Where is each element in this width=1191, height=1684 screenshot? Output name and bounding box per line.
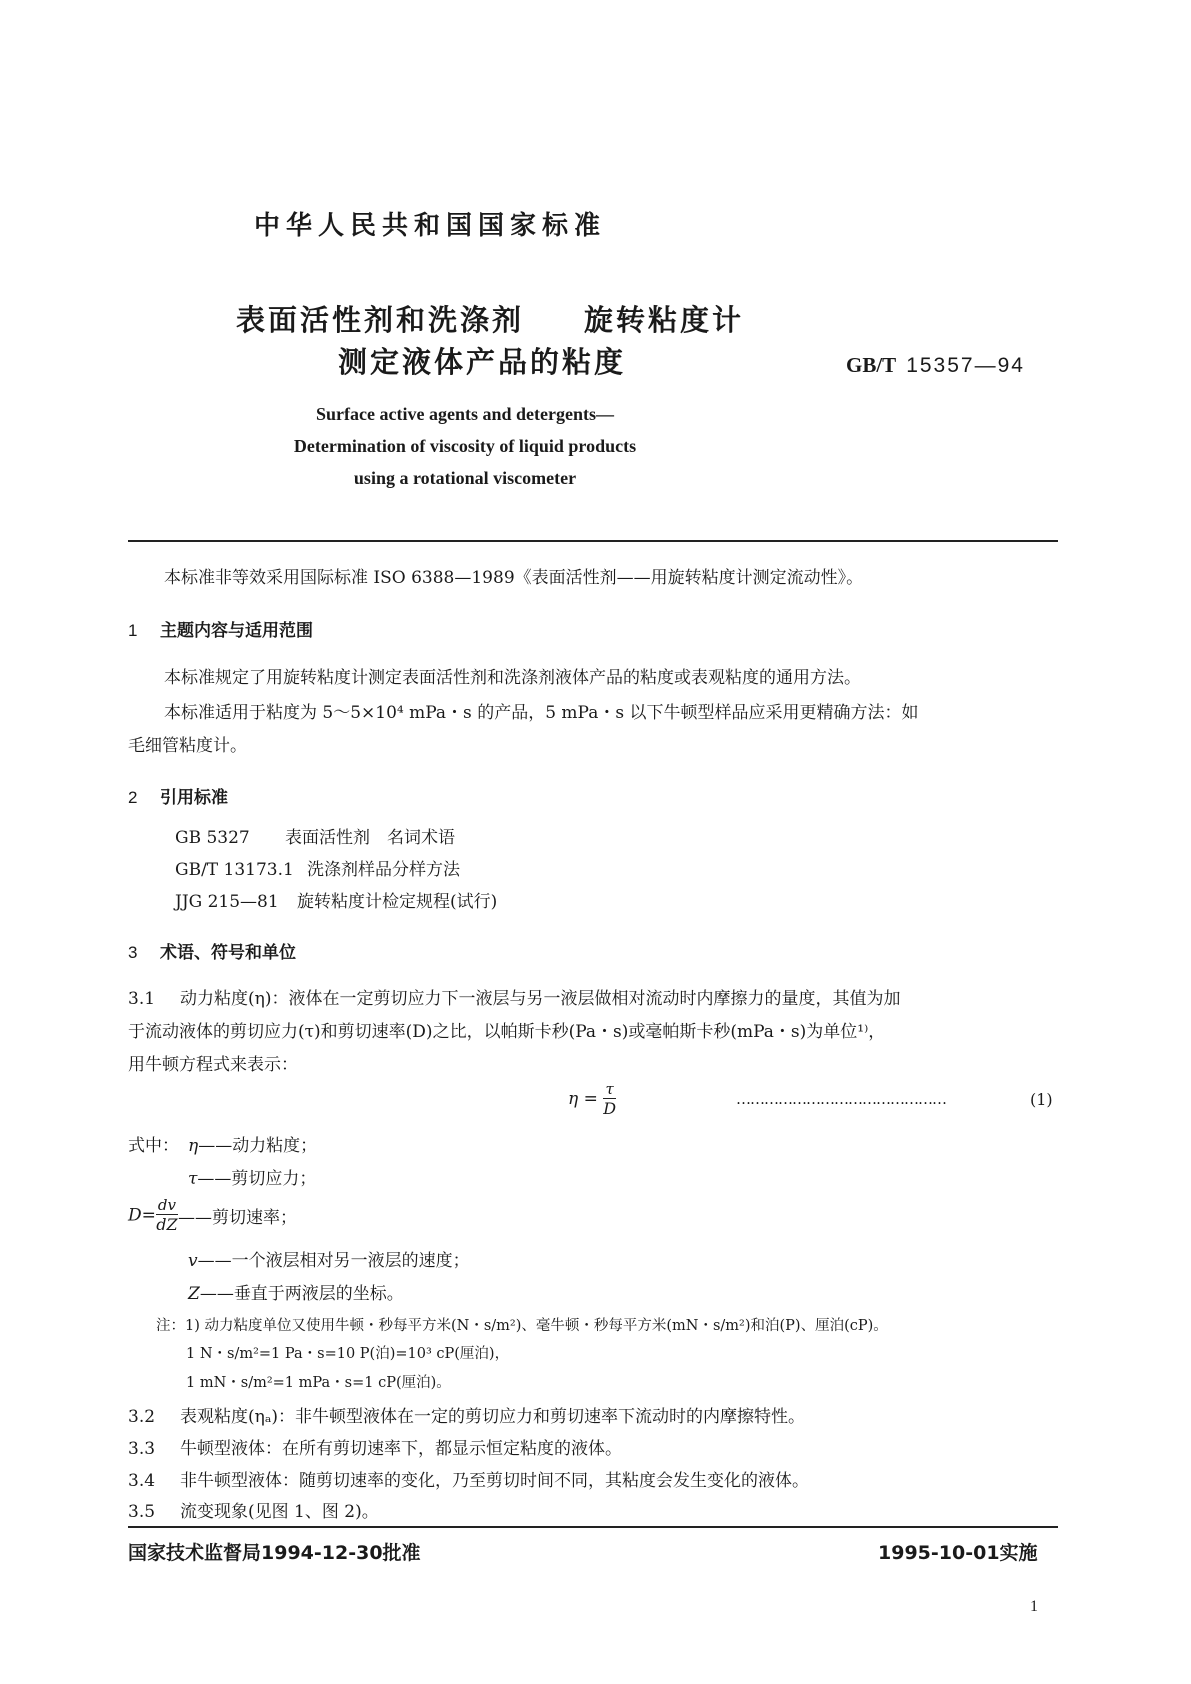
- where-desc: ——动力粘度；: [198, 1136, 318, 1156]
- formula-lhs: η =: [568, 1089, 598, 1109]
- list-item: [128, 1497, 379, 1522]
- header-divider: [128, 540, 1058, 542]
- ref-row: [175, 826, 455, 850]
- item-3-1-line2: 于流动液体的剪切应力(τ)和剪切速率(D)之比，以帕斯卡秒(Pa・s)或毫帕斯卡秒(mPa・s)为单位¹⁾，: [128, 1022, 886, 1042]
- where-item: [188, 1164, 316, 1189]
- ref-code: GB 5327: [175, 828, 250, 848]
- implementation-date: 1995-10-01实施: [878, 1542, 1038, 1564]
- where-denominator: dZ: [156, 1215, 178, 1234]
- note-line2: 1 N・s/m²=1 Pa・s=10 P(泊)=10³ cP(厘泊)，: [186, 1346, 510, 1362]
- where-item: [188, 1246, 470, 1271]
- ref-code: GB/T 13173.1: [175, 860, 294, 880]
- item-text: 表观粘度(ηₐ)：非牛顿型液体在一定的剪切应力和剪切速率下流动时的内摩擦特性。: [180, 1407, 806, 1427]
- standard-prefix: GB/T: [846, 353, 897, 377]
- where-desc: ——垂直于两液层的坐标。: [199, 1284, 404, 1304]
- where-item: [128, 1196, 297, 1235]
- formula-dots: ………………………………………: [736, 1090, 946, 1108]
- section-1-number: 1: [128, 621, 138, 640]
- where-item: [188, 1279, 404, 1304]
- section-1-title: 主题内容与适用范围: [160, 621, 313, 641]
- item-text: 非牛顿型液体：随剪切速率的变化，乃至剪切时间不同，其粘度会发生变化的液体。: [180, 1471, 809, 1491]
- section-2-title: 引用标准: [160, 788, 228, 808]
- section-3-heading: [128, 938, 296, 963]
- title-cn-line1a: 表面活性剂和洗涤剂: [236, 303, 525, 337]
- where-symbol: η: [188, 1136, 199, 1156]
- title-en-line1: Surface active agents and detergents—: [316, 404, 614, 424]
- national-standard-heading: 中华人民共和国国家标准: [253, 211, 606, 241]
- where-desc: ——剪切速率；: [177, 1208, 297, 1228]
- item-text: 流变现象(见图 1、图 2)。: [180, 1502, 379, 1522]
- title-cn-line2: 测定液体产品的粘度: [338, 345, 627, 379]
- where-desc: ——一个液层相对另一液层的速度；: [197, 1251, 470, 1271]
- ref-name: 表面活性剂 名词术语: [285, 828, 455, 848]
- where-symbol: Z: [188, 1284, 200, 1304]
- item-text: 牛顿型液体：在所有剪切速率下，都显示恒定粘度的液体。: [180, 1439, 622, 1459]
- item-3-1-line3: 用牛顿方程式来表示：: [128, 1055, 298, 1075]
- ref-code: JJG 215—81: [175, 892, 279, 912]
- section-3-number: 3: [128, 943, 138, 962]
- item-3-1-line1: [128, 984, 900, 1009]
- list-item: [128, 1402, 805, 1427]
- section-2-number: 2: [128, 788, 138, 807]
- where-label: 式中：: [128, 1136, 179, 1156]
- approval-date: 国家技术监督局1994-12-30批准: [128, 1542, 421, 1564]
- item-number: 3.2: [128, 1407, 156, 1427]
- where-desc: ——剪切应力；: [197, 1169, 317, 1189]
- item-text: 动力粘度(η)：液体在一定剪切应力下一液层与另一液层做相对流动时内摩擦力的量度，其值为加: [180, 989, 901, 1009]
- standard-code: 15357—94: [906, 354, 1025, 377]
- formula-1: [568, 1080, 616, 1119]
- note-line1: 注：1) 动力粘度单位又使用牛顿・秒每平方米(N・s/m²)、毫牛顿・秒每平方米(mN・s/m²)和泊(P)、厘泊(cP)。: [156, 1318, 888, 1334]
- section-1-heading: [128, 616, 313, 641]
- page-number: 1: [1030, 1598, 1038, 1615]
- section-1-para1: 本标准规定了用旋转粘度计测定表面活性剂和洗涤剂液体产品的粘度或表观粘度的通用方法。: [164, 668, 861, 688]
- where-symbol: D=: [128, 1205, 156, 1226]
- section-3-title: 术语、符号和单位: [160, 943, 296, 963]
- where-numerator: dv: [157, 1196, 176, 1214]
- section-2-heading: [128, 783, 228, 808]
- ref-name: 洗涤剂样品分样方法: [307, 860, 460, 880]
- ref-row: [175, 890, 497, 914]
- formula-denominator: D: [603, 1099, 617, 1118]
- where-item: [188, 1131, 317, 1156]
- list-item: [128, 1434, 622, 1459]
- footer-divider: [128, 1526, 1058, 1528]
- where-symbol: τ: [188, 1169, 198, 1189]
- ref-row: [175, 858, 460, 882]
- item-number: 3.1: [128, 989, 156, 1009]
- formula-numerator: τ: [603, 1080, 616, 1099]
- standard-number: [846, 353, 1025, 378]
- ref-name: 旋转粘度计检定规程(试行): [297, 892, 498, 912]
- where-symbol: v: [188, 1251, 198, 1271]
- title-en-line3: using a rotational viscometer: [353, 468, 577, 488]
- intro-paragraph: 本标准非等效采用国际标准 ISO 6388—1989《表面活性剂——用旋转粘度计测定流动性》。: [164, 568, 864, 588]
- section-1-para2-line2: 毛细管粘度计。: [128, 736, 247, 756]
- list-item: [128, 1466, 809, 1491]
- where-fraction: [156, 1196, 178, 1235]
- item-number: 3.3: [128, 1439, 156, 1459]
- section-1-para2-line1: 本标准适用于粘度为 5～5×10⁴ mPa・s 的产品，5 mPa・s 以下牛顿型样品应采用更精确方法：如: [164, 703, 919, 723]
- item-number: 3.5: [128, 1502, 156, 1522]
- title-en-line2: Determination of viscosity of liquid products: [293, 436, 637, 456]
- note-line3: 1 mN・s/m²=1 mPa・s=1 cP(厘泊)。: [186, 1375, 451, 1391]
- formula-number: (1): [1030, 1090, 1053, 1109]
- item-number: 3.4: [128, 1471, 156, 1491]
- title-cn-line1b: 旋转粘度计: [584, 303, 745, 337]
- formula-fraction: [603, 1080, 616, 1119]
